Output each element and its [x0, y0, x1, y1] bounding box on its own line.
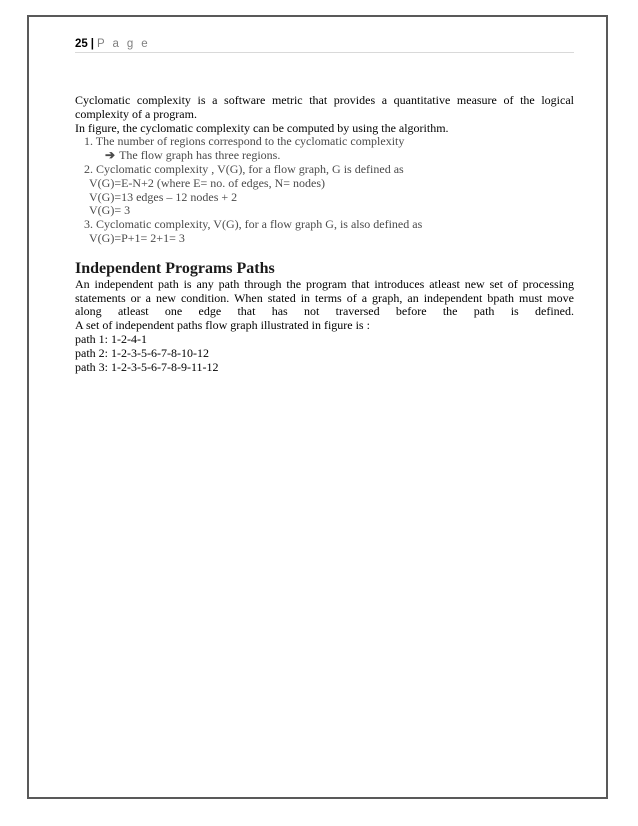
- page-header: [75, 36, 574, 53]
- list-item-1: 1. The number of regions correspond to the cyclomatic complexity: [84, 134, 405, 149]
- section-paragraph-line-1: An independent path is any path through the program that introduces atleast new set of processing: [75, 276, 574, 291]
- list-item-1-sub: [75, 149, 574, 163]
- path-line-3: path 3: 1-2-3-5-6-7-8-9-11-12: [75, 359, 219, 374]
- list-item-3-formula: V(G)=P+1= 2+1= 3: [89, 230, 185, 245]
- page-label: P a g e: [97, 38, 151, 50]
- list-item-2-result: V(G)= 3: [89, 203, 131, 218]
- section-paragraph-line-3: along atleast one edge that has not traversed before the path is defined.: [75, 304, 574, 319]
- intro-paragraph: Cyclomatic complexity is a software metric that provides a quantitative measure of the logical complexity of a program.: [75, 93, 574, 121]
- list-item-3: 3. Cyclomatic complexity, V(G), for a flow graph G, is also defined as: [84, 217, 423, 232]
- list-item-2-calc: V(G)=13 edges – 12 nodes + 2: [89, 189, 238, 204]
- path-line-1: path 1: 1-2-4-1: [75, 331, 147, 346]
- figure-line: In figure, the cyclomatic complexity can be computed by using the algorithm.: [75, 120, 449, 135]
- header-separator: |: [90, 38, 95, 50]
- section-paragraph-line-2: statements or a new condition. When stated in terms of a graph, an independent bpath must move: [75, 290, 574, 305]
- list-item-2-formula: V(G)=E-N+2 (where E= no. of edges, N= nodes): [89, 175, 326, 190]
- page-number: 25: [75, 38, 88, 50]
- arrow-right-icon: ➔: [105, 148, 116, 163]
- list-item-1-sub-text: The flow graph has three regions.: [119, 148, 281, 163]
- path-line-2: path 2: 1-2-3-5-6-7-8-10-12: [75, 345, 209, 360]
- section-title: Independent Programs Paths: [75, 259, 275, 277]
- document-body: [75, 94, 574, 374]
- list-item-2: 2. Cyclomatic complexity , V(G), for a flow graph, G is defined as: [84, 161, 404, 176]
- paths-intro-line: A set of independent paths flow graph illustrated in figure is :: [75, 318, 370, 333]
